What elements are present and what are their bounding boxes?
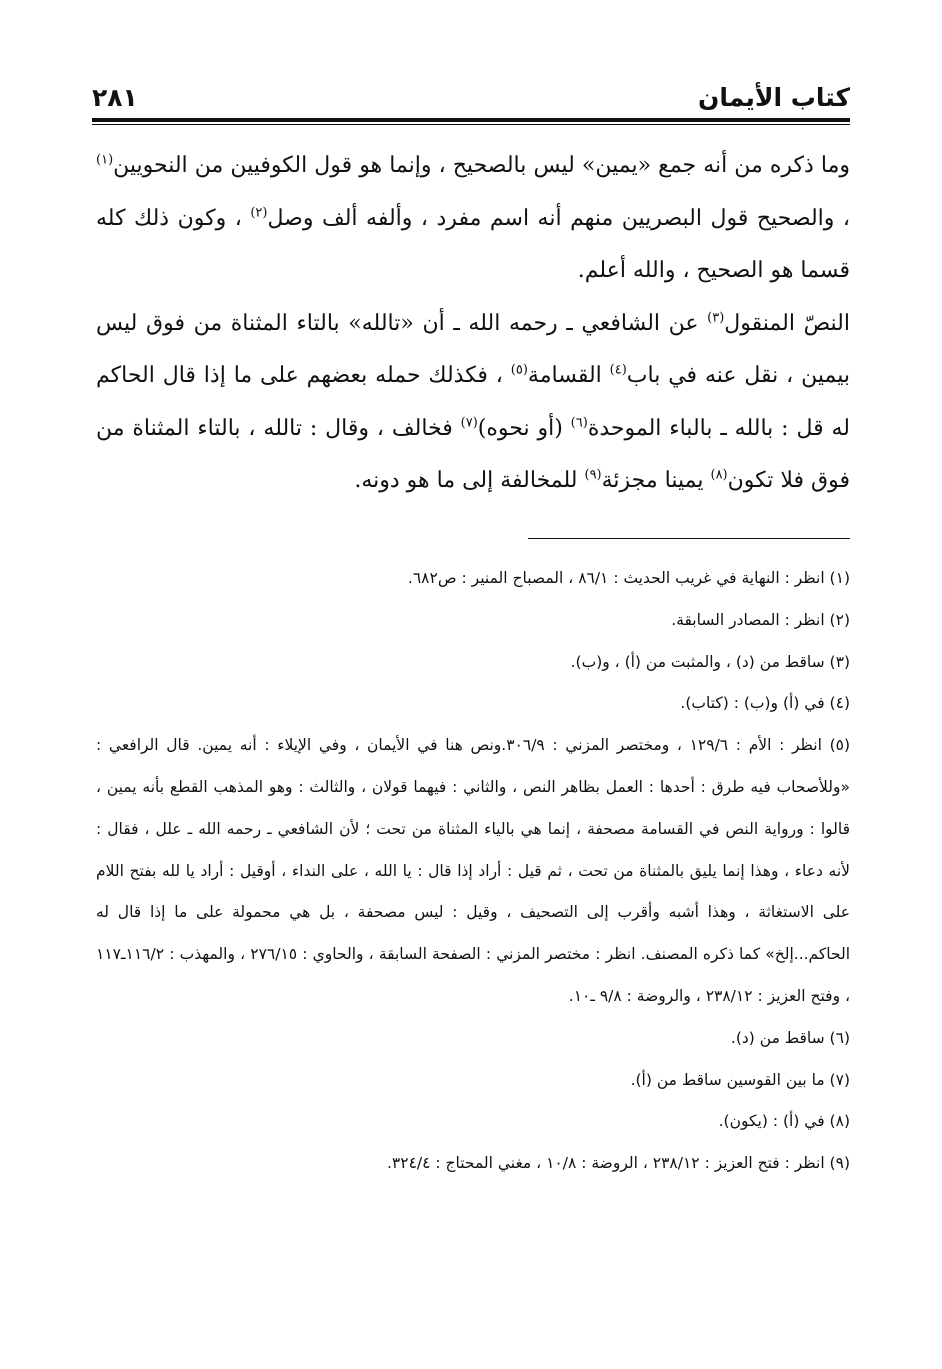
footnote-4: (٤) في (أ) و(ب) : (كتاب). [680, 694, 850, 713]
footnote-separator [528, 538, 850, 539]
paragraph-2-text-a: النصّ المنقول [724, 310, 850, 336]
main-text [96, 140, 850, 508]
header-rule-thin [92, 124, 850, 125]
footnote-ref-9[interactable]: (٩) [584, 467, 602, 483]
paragraph-2-text-d: ، فكذلك حمله بعضهم على ما إذا قال الحاكم له قل : بالله ـ بالباء الموحدة [96, 363, 851, 441]
footnotes [96, 558, 850, 1185]
footnote-3: (٣) ساقط من (د) ، والمثبت من (أ) ، و(ب). [570, 652, 850, 671]
paragraph-1-text-a: وما ذكره من أنه جمع «يمين» ليس بالصحيح ، وإنما هو قول الكوفيين من النحويين [113, 153, 850, 178]
footnote-2: (٢) انظر : المصادر السابقة. [671, 610, 850, 629]
paragraph-2-text-g: يمينا مجزئة [601, 468, 704, 493]
paragraph-2-text-h: للمخالفة إلى ما هو دونه. [354, 468, 578, 493]
footnote-ref-4[interactable]: (٤) [609, 362, 627, 378]
footnote-5-continuation: قال الرافعي : «وللأصحاب فيه طرق : أحدها : العمل بظاهر النص ، والثاني : فيهما قولان ، والثالث : وهو المذهب القطع بأنه يمين ، قالوا : ورواية النص في القسامة مصحفة ، إنما هي بالياء المثناة من تحت ؛ لأن الشافعي ـ رحمه الله ـ علل ، فقال : لأنه دعاء ، وهذا إنما يليق بالمثناة من تحت ، ثم قيل : أراد إذا قال : يا الله ، على النداء ، أوقيل : أراد يا لله بفتح اللام على الاستغاثة ، وهذا أشبه وأقرب إلى التصحيف ، وقيل : ليس مصحفة ، بل هي محمولة على ما إذا قال له الحاكم...إلخ» كما ذكره المصنف. انظر : مختصر المزني : الصفحة السابقة ، والحاوي : ٢٧٦/١٥ ، والمهذب : ١١٦/٢ـ١١٧ ، وفتح العزيز : ٢٣٨/١٢ ، والروضة : ٩/٨ ـ١٠. [96, 736, 851, 1005]
paragraph-2-text-b: عن الشافعي ـ رحمه الله ـ أن «تالله» بالتاء المثناة من فوق ليس بيمين ، نقل عنه في باب [96, 310, 851, 388]
paragraph-2-text-c: القسامة [527, 363, 602, 388]
footnote-ref-6[interactable]: (٦) [570, 415, 588, 431]
footnote-ref-1[interactable]: (١) [96, 152, 114, 168]
footnote-ref-5[interactable]: (٥) [510, 362, 528, 378]
paragraph-2 [96, 298, 850, 508]
page-number: ٢٨١ [92, 83, 138, 112]
paragraph-2-text-e: (أو نحوه) [477, 415, 563, 441]
paragraph-1-text-b: ، والصحيح قول البصريين منهم أنه اسم مفرد ، وألفه ألف وصل [267, 205, 851, 231]
running-header [92, 80, 850, 116]
chapter-title: كتاب الأيمان [697, 83, 850, 112]
paragraph-1 [96, 140, 850, 298]
footnote-7: (٧) ما بين القوسين ساقط من (أ). [630, 1070, 850, 1089]
paragraph-1-text-c: ، وكون ذلك كله قسما هو الصحيح ، والله أعلم. [96, 205, 850, 283]
footnote-5-lead: (٥) انظر : الأم : ١٢٩/٦ ، ومختصر المزني : ٣٠٦/٩.ونص هنا في الأيمان ، وفي الإيلاء : أنه يمين. [197, 736, 851, 755]
footnote-6: (٦) ساقط من (د). [730, 1028, 850, 1047]
paragraph-2-text-f: فخالف ، وقال : تالله ، بالتاء المثناة من فوق فلا تكون [96, 415, 850, 493]
footnote-ref-7[interactable]: (٧) [460, 415, 478, 431]
footnote-ref-2[interactable]: (٢) [250, 205, 268, 221]
footnote-8: (٨) في (أ) : (يكون). [718, 1112, 850, 1131]
footnote-5 [96, 725, 850, 1018]
footnote-9: (٩) انظر : فتح العزيز : ٢٣٨/١٢ ، الروضة : ١٠/٨ ، مغني المحتاج : ٣٢٤/٤. [386, 1154, 850, 1173]
footnote-ref-8[interactable]: (٨) [710, 467, 728, 483]
footnote-1: (١) انظر : النهاية في غريب الحديث : ٨٦/١ ، المصباح المنير : ص٦٨٢. [407, 569, 850, 587]
footnote-ref-3[interactable]: (٣) [707, 310, 725, 326]
